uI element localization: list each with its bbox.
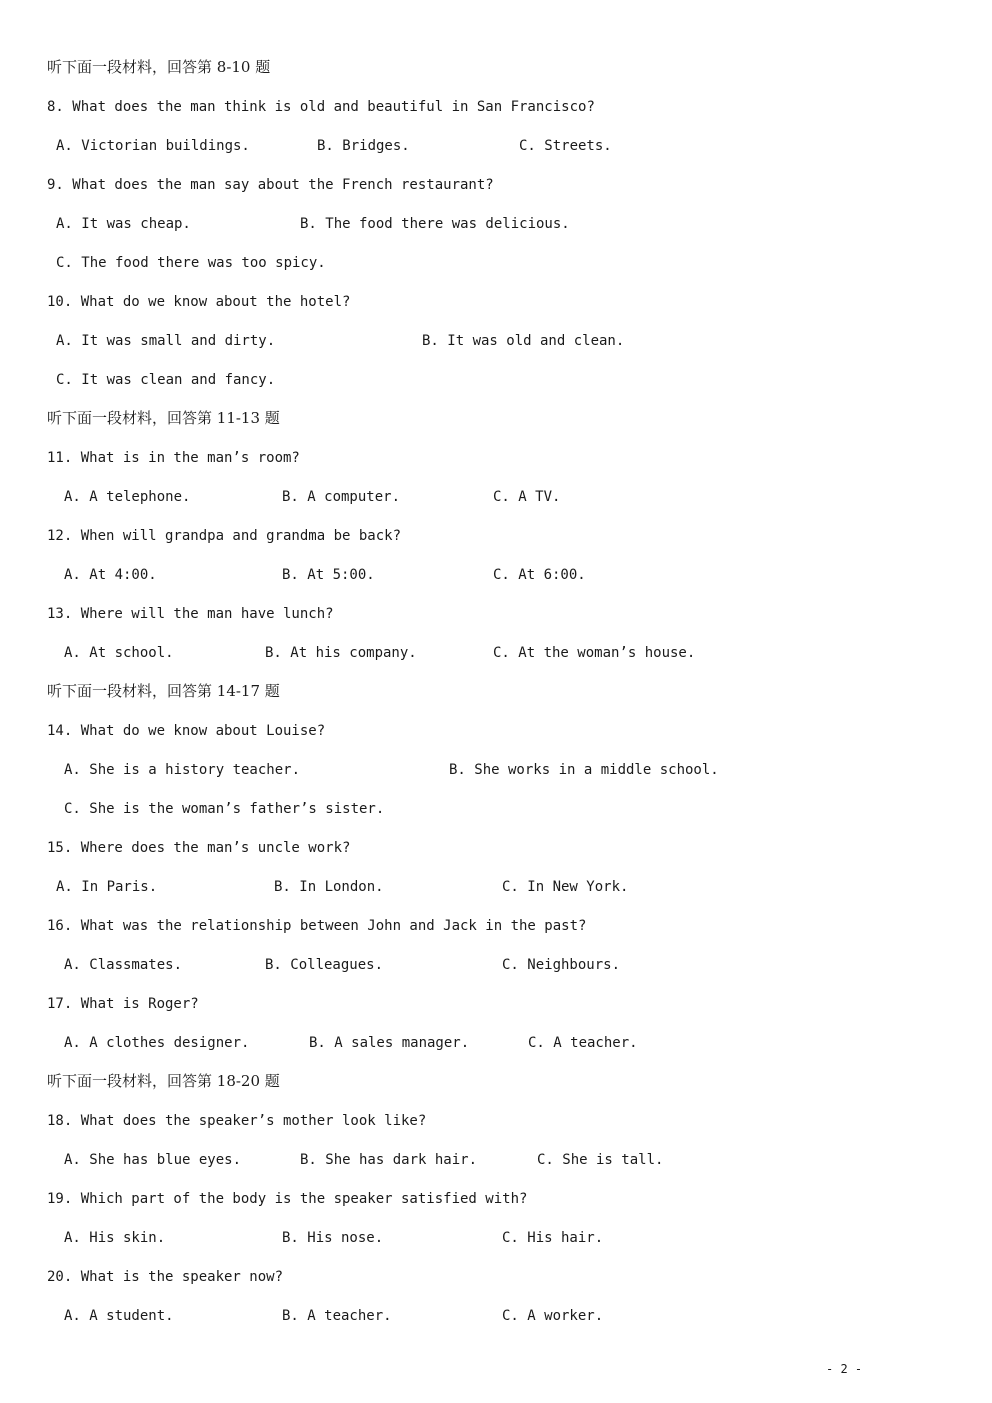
q20-option-a: A. A student. bbox=[64, 1308, 174, 1324]
q14-option-c: C. She is the woman’s father’s sister. bbox=[64, 801, 385, 817]
q16-option-c: C. Neighbours. bbox=[502, 957, 621, 973]
q9-option-c: C. The food there was too spicy. bbox=[56, 255, 326, 271]
q17-option-a: A. A clothes designer. bbox=[64, 1035, 250, 1051]
q19-option-c: C. His hair. bbox=[502, 1230, 604, 1246]
q10-option-a: A. It was small and dirty. bbox=[56, 333, 276, 349]
q15-option-b: B. In London. bbox=[274, 879, 384, 895]
question-12: 12. When will grandpa and grandma be back? bbox=[47, 528, 402, 544]
q18-option-a: A. She has blue eyes. bbox=[64, 1152, 242, 1168]
question-10: 10. What do we know about the hotel? bbox=[47, 294, 351, 310]
q17-option-c: C. A teacher. bbox=[528, 1035, 638, 1051]
q15-option-c: C. In New York. bbox=[502, 879, 629, 895]
question-15: 15. Where does the man’s uncle work? bbox=[47, 840, 351, 856]
question-18: 18. What does the speaker’s mother look like? bbox=[47, 1113, 427, 1129]
q19-option-a: A. His skin. bbox=[64, 1230, 166, 1246]
q8-option-b: B. Bridges. bbox=[317, 138, 410, 154]
question-9: 9. What does the man say about the French restaurant? bbox=[47, 177, 494, 193]
question-14: 14. What do we know about Louise? bbox=[47, 723, 326, 739]
q16-option-a: A. Classmates. bbox=[64, 957, 183, 973]
q13-option-a: A. At school. bbox=[64, 645, 174, 661]
question-20: 20. What is the speaker now? bbox=[47, 1269, 284, 1285]
section-header: 听下面一段材料，回答第 14-17 题 bbox=[47, 682, 280, 700]
page-number: - 2 - bbox=[826, 1362, 863, 1376]
question-16: 16. What was the relationship between John and Jack in the past? bbox=[47, 918, 587, 934]
q9-option-a: A. It was cheap. bbox=[56, 216, 191, 232]
question-8: 8. What does the man think is old and beautiful in San Francisco? bbox=[47, 99, 595, 115]
q12-option-c: C. At 6:00. bbox=[493, 567, 586, 583]
q8-option-c: C. Streets. bbox=[519, 138, 612, 154]
question-11: 11. What is in the man’s room? bbox=[47, 450, 300, 466]
q11-option-c: C. A TV. bbox=[493, 489, 561, 505]
q20-option-b: B. A teacher. bbox=[282, 1308, 392, 1324]
q18-option-b: B. She has dark hair. bbox=[300, 1152, 478, 1168]
q11-option-b: B. A computer. bbox=[282, 489, 401, 505]
q13-option-b: B. At his company. bbox=[265, 645, 417, 661]
q8-option-a: A. Victorian buildings. bbox=[56, 138, 250, 154]
q12-option-a: A. At 4:00. bbox=[64, 567, 157, 583]
section-header: 听下面一段材料，回答第 18-20 题 bbox=[47, 1072, 280, 1090]
q10-option-b: B. It was old and clean. bbox=[422, 333, 625, 349]
q10-option-c: C. It was clean and fancy. bbox=[56, 372, 276, 388]
q12-option-b: B. At 5:00. bbox=[282, 567, 375, 583]
q14-option-a: A. She is a history teacher. bbox=[64, 762, 301, 778]
question-13: 13. Where will the man have lunch? bbox=[47, 606, 334, 622]
q16-option-b: B. Colleagues. bbox=[265, 957, 384, 973]
question-19: 19. Which part of the body is the speaker satisfied with? bbox=[47, 1191, 528, 1207]
q17-option-b: B. A sales manager. bbox=[309, 1035, 470, 1051]
q13-option-c: C. At the woman’s house. bbox=[493, 645, 696, 661]
q11-option-a: A. A telephone. bbox=[64, 489, 191, 505]
section-header: 听下面一段材料，回答第 8-10 题 bbox=[47, 58, 271, 76]
q9-option-b: B. The food there was delicious. bbox=[300, 216, 570, 232]
q14-option-b: B. She works in a middle school. bbox=[449, 762, 719, 778]
question-17: 17. What is Roger? bbox=[47, 996, 199, 1012]
q19-option-b: B. His nose. bbox=[282, 1230, 384, 1246]
section-header: 听下面一段材料，回答第 11-13 题 bbox=[47, 409, 280, 427]
q15-option-a: A. In Paris. bbox=[56, 879, 158, 895]
q20-option-c: C. A worker. bbox=[502, 1308, 604, 1324]
q18-option-c: C. She is tall. bbox=[537, 1152, 664, 1168]
